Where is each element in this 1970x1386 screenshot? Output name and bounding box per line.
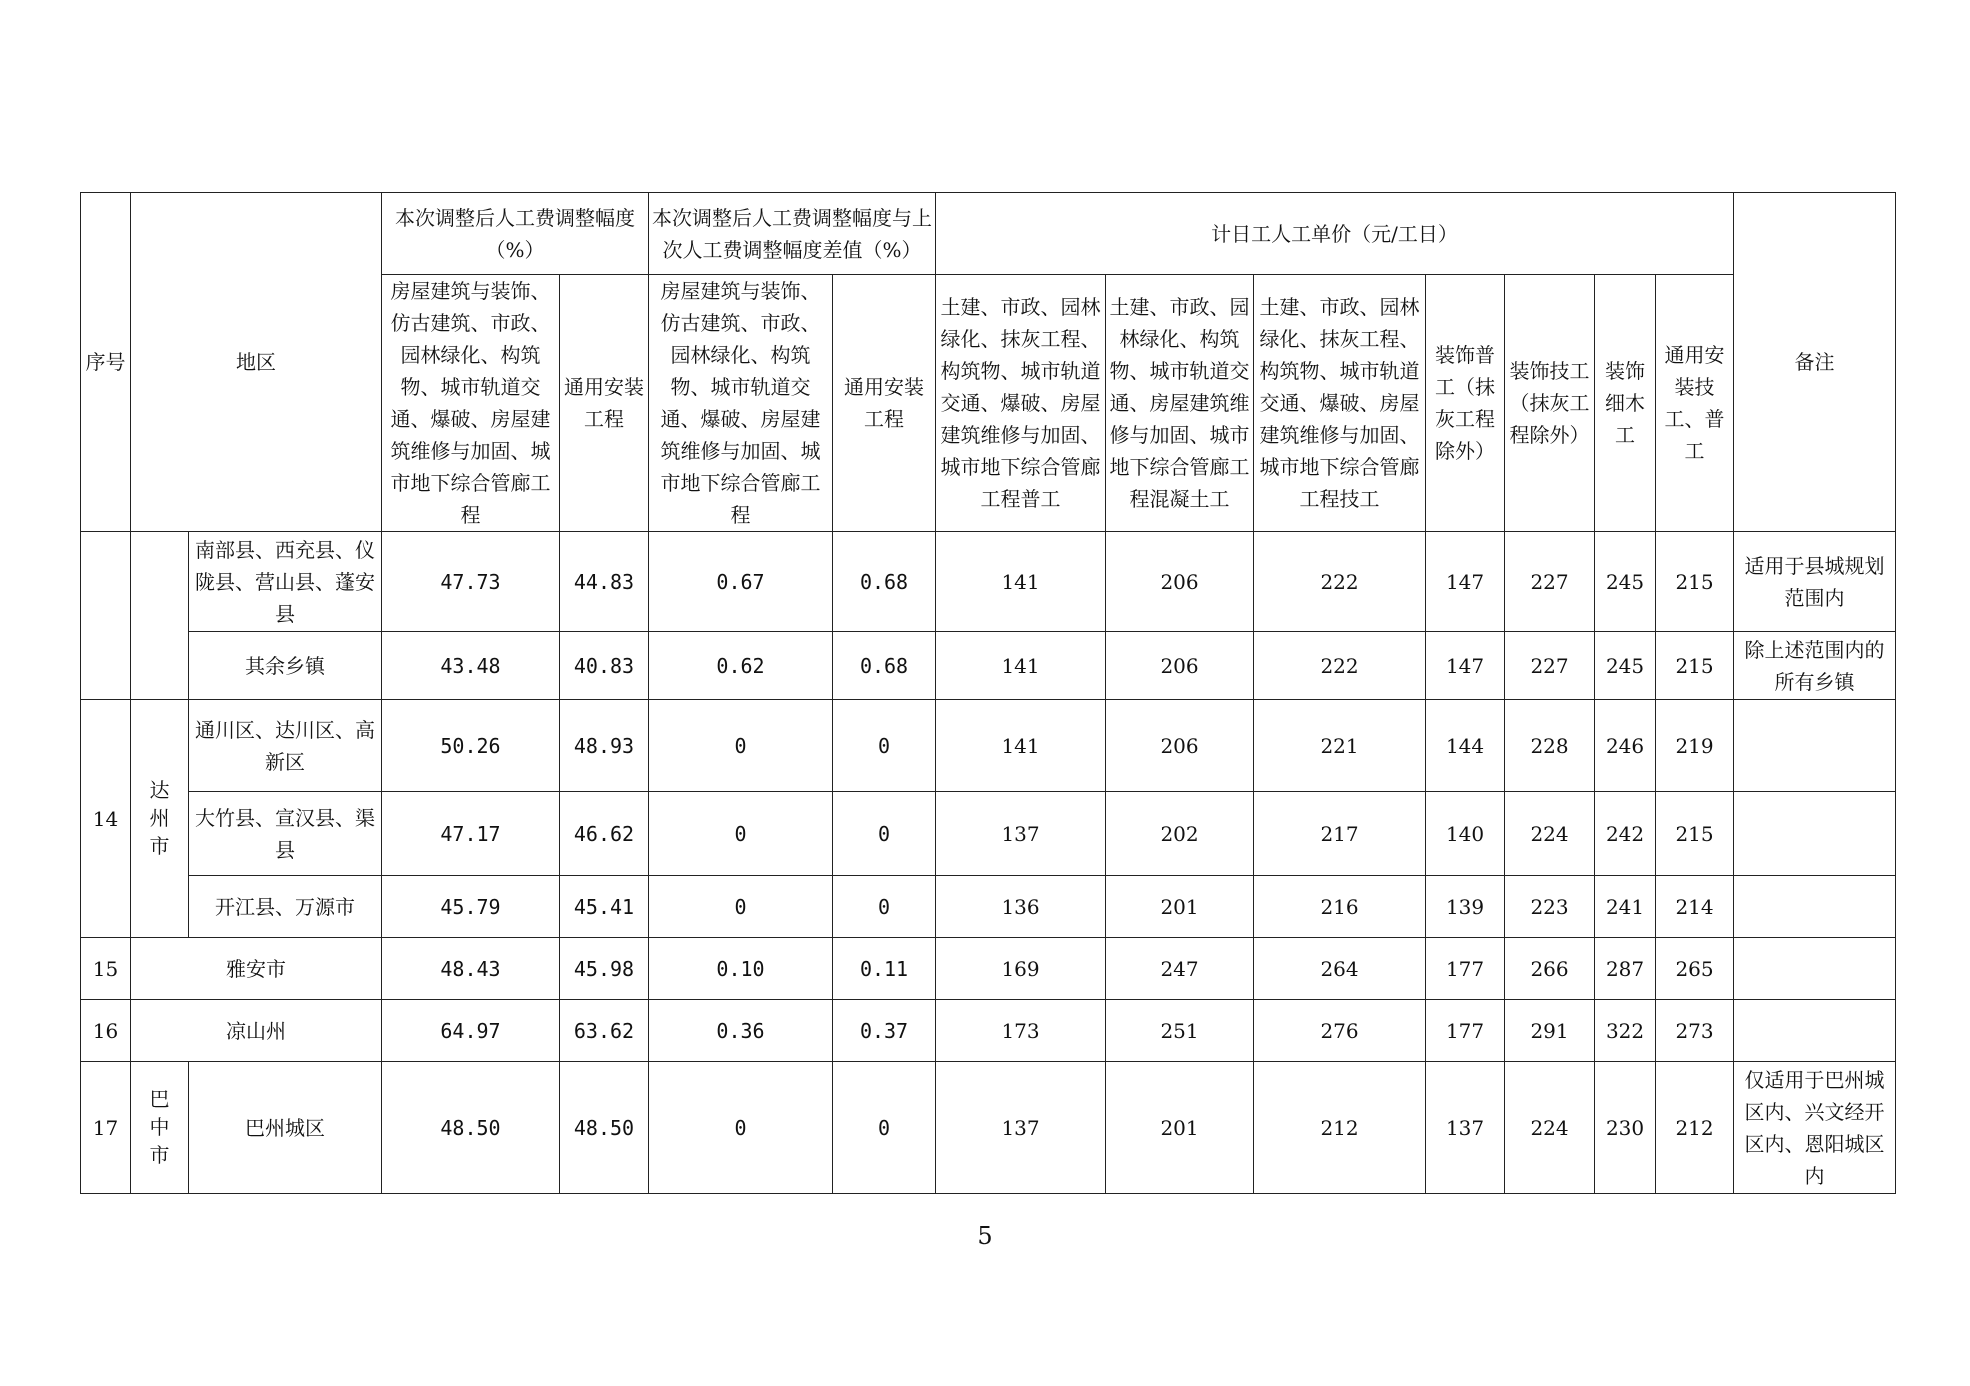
header-sub-installation-diff: 通用安装工程 bbox=[833, 275, 936, 532]
value-cell: 0.62 bbox=[649, 632, 833, 700]
seq-cell: 16 bbox=[81, 1000, 131, 1062]
value-cell: 137 bbox=[1426, 1062, 1505, 1194]
value-cell: 137 bbox=[936, 1062, 1106, 1194]
value-cell: 45.79 bbox=[382, 876, 560, 938]
value-cell: 227 bbox=[1505, 532, 1595, 632]
value-cell: 228 bbox=[1505, 700, 1595, 792]
value-cell: 265 bbox=[1656, 938, 1734, 1000]
value-cell: 48.50 bbox=[382, 1062, 560, 1194]
value-cell: 206 bbox=[1106, 632, 1254, 700]
header-seq: 序号 bbox=[81, 193, 131, 532]
header-sub-skilled-worker: 土建、市政、园林绿化、抹灰工程、构筑物、城市轨道交通、爆破、房屋建筑维修与加固、城市地下综合管廊工程技工 bbox=[1254, 275, 1426, 532]
header-sub-carpenter: 装饰细木工 bbox=[1595, 275, 1656, 532]
area-cell: 南部县、西充县、仪陇县、营山县、蓬安县 bbox=[189, 532, 382, 632]
value-cell: 206 bbox=[1106, 532, 1254, 632]
table-row bbox=[81, 938, 1896, 1000]
city-cell: 达州市 bbox=[131, 700, 189, 938]
value-cell: 222 bbox=[1254, 532, 1426, 632]
header-remark: 备注 bbox=[1734, 193, 1896, 532]
header-row-1 bbox=[81, 193, 1896, 275]
value-cell: 241 bbox=[1595, 876, 1656, 938]
table-row bbox=[81, 532, 1896, 632]
header-group-rate-difference: 本次调整后人工费调整幅度与上次人工费调整幅度差值（%） bbox=[649, 193, 936, 275]
value-cell: 242 bbox=[1595, 792, 1656, 876]
remark-cell bbox=[1734, 1000, 1896, 1062]
header-region: 地区 bbox=[131, 193, 382, 532]
value-cell: 215 bbox=[1656, 532, 1734, 632]
value-cell: 0.37 bbox=[833, 1000, 936, 1062]
value-cell: 0 bbox=[833, 876, 936, 938]
area-cell: 大竹县、宣汉县、渠县 bbox=[189, 792, 382, 876]
value-cell: 169 bbox=[936, 938, 1106, 1000]
value-cell: 245 bbox=[1595, 632, 1656, 700]
value-cell: 0 bbox=[649, 876, 833, 938]
value-cell: 246 bbox=[1595, 700, 1656, 792]
seq-cell: 14 bbox=[81, 700, 131, 938]
value-cell: 217 bbox=[1254, 792, 1426, 876]
header-sub-concrete-worker: 土建、市政、园林绿化、构筑物、城市轨道交通、房屋建筑维修与加固、城市地下综合管廊工程混凝土工 bbox=[1106, 275, 1254, 532]
value-cell: 227 bbox=[1505, 632, 1595, 700]
value-cell: 177 bbox=[1426, 938, 1505, 1000]
city-cell bbox=[131, 532, 189, 700]
value-cell: 201 bbox=[1106, 876, 1254, 938]
value-cell: 141 bbox=[936, 532, 1106, 632]
area-cell: 通川区、达川区、高新区 bbox=[189, 700, 382, 792]
seq-cell: 17 bbox=[81, 1062, 131, 1194]
table-row bbox=[81, 1062, 1896, 1194]
value-cell: 322 bbox=[1595, 1000, 1656, 1062]
table-row bbox=[81, 876, 1896, 938]
value-cell: 139 bbox=[1426, 876, 1505, 938]
value-cell: 0 bbox=[833, 1062, 936, 1194]
value-cell: 276 bbox=[1254, 1000, 1426, 1062]
area-cell: 凉山州 bbox=[131, 1000, 382, 1062]
page-number: 5 bbox=[977, 1222, 993, 1250]
value-cell: 201 bbox=[1106, 1062, 1254, 1194]
value-cell: 291 bbox=[1505, 1000, 1595, 1062]
value-cell: 223 bbox=[1505, 876, 1595, 938]
value-cell: 0.68 bbox=[833, 632, 936, 700]
value-cell: 40.83 bbox=[560, 632, 649, 700]
area-cell: 雅安市 bbox=[131, 938, 382, 1000]
value-cell: 0.11 bbox=[833, 938, 936, 1000]
value-cell: 50.26 bbox=[382, 700, 560, 792]
value-cell: 0.10 bbox=[649, 938, 833, 1000]
value-cell: 216 bbox=[1254, 876, 1426, 938]
remark-cell: 适用于县城规划范围内 bbox=[1734, 532, 1896, 632]
value-cell: 45.41 bbox=[560, 876, 649, 938]
value-cell: 287 bbox=[1595, 938, 1656, 1000]
header-sub-general-laborer: 土建、市政、园林绿化、抹灰工程、构筑物、城市轨道交通、爆破、房屋建筑维修与加固、城市地下综合管廊工程普工 bbox=[936, 275, 1106, 532]
value-cell: 137 bbox=[936, 792, 1106, 876]
value-cell: 43.48 bbox=[382, 632, 560, 700]
header-sub-installation-worker: 通用安装技工、普工 bbox=[1656, 275, 1734, 532]
value-cell: 45.98 bbox=[560, 938, 649, 1000]
value-cell: 0.36 bbox=[649, 1000, 833, 1062]
value-cell: 48.50 bbox=[560, 1062, 649, 1194]
value-cell: 247 bbox=[1106, 938, 1254, 1000]
value-cell: 64.97 bbox=[382, 1000, 560, 1062]
value-cell: 177 bbox=[1426, 1000, 1505, 1062]
table-row bbox=[81, 1000, 1896, 1062]
value-cell: 47.17 bbox=[382, 792, 560, 876]
seq-cell bbox=[81, 532, 131, 700]
value-cell: 221 bbox=[1254, 700, 1426, 792]
header-sub-decoration-skilled: 装饰技工（抹灰工程除外） bbox=[1505, 275, 1595, 532]
value-cell: 266 bbox=[1505, 938, 1595, 1000]
city-cell: 巴中市 bbox=[131, 1062, 189, 1194]
value-cell: 63.62 bbox=[560, 1000, 649, 1062]
seq-cell: 15 bbox=[81, 938, 131, 1000]
value-cell: 147 bbox=[1426, 632, 1505, 700]
value-cell: 0 bbox=[649, 1062, 833, 1194]
remark-cell bbox=[1734, 876, 1896, 938]
header-sub-installation: 通用安装工程 bbox=[560, 275, 649, 532]
value-cell: 141 bbox=[936, 632, 1106, 700]
value-cell: 141 bbox=[936, 700, 1106, 792]
value-cell: 212 bbox=[1656, 1062, 1734, 1194]
value-cell: 273 bbox=[1656, 1000, 1734, 1062]
value-cell: 224 bbox=[1505, 1062, 1595, 1194]
labor-cost-table bbox=[80, 192, 1896, 1194]
value-cell: 0 bbox=[649, 792, 833, 876]
value-cell: 144 bbox=[1426, 700, 1505, 792]
table-row bbox=[81, 632, 1896, 700]
remark-cell bbox=[1734, 792, 1896, 876]
header-sub-building-diff: 房屋建筑与装饰、仿古建筑、市政、园林绿化、构筑物、城市轨道交通、爆破、房屋建筑维修与加固、城市地下综合管廊工程 bbox=[649, 275, 833, 532]
value-cell: 140 bbox=[1426, 792, 1505, 876]
value-cell: 0 bbox=[649, 700, 833, 792]
remark-cell bbox=[1734, 938, 1896, 1000]
value-cell: 0.67 bbox=[649, 532, 833, 632]
value-cell: 47.73 bbox=[382, 532, 560, 632]
area-cell: 其余乡镇 bbox=[189, 632, 382, 700]
value-cell: 214 bbox=[1656, 876, 1734, 938]
value-cell: 0.68 bbox=[833, 532, 936, 632]
value-cell: 215 bbox=[1656, 632, 1734, 700]
header-sub-building: 房屋建筑与装饰、仿古建筑、市政、园林绿化、构筑物、城市轨道交通、爆破、房屋建筑维修与加固、城市地下综合管廊工程 bbox=[382, 275, 560, 532]
value-cell: 147 bbox=[1426, 532, 1505, 632]
header-group-adjust-rate: 本次调整后人工费调整幅度（%） bbox=[382, 193, 649, 275]
value-cell: 136 bbox=[936, 876, 1106, 938]
value-cell: 202 bbox=[1106, 792, 1254, 876]
remark-cell: 除上述范围内的所有乡镇 bbox=[1734, 632, 1896, 700]
value-cell: 264 bbox=[1254, 938, 1426, 1000]
value-cell: 230 bbox=[1595, 1062, 1656, 1194]
value-cell: 173 bbox=[936, 1000, 1106, 1062]
table-row bbox=[81, 792, 1896, 876]
value-cell: 46.62 bbox=[560, 792, 649, 876]
table-row bbox=[81, 700, 1896, 792]
remark-cell bbox=[1734, 700, 1896, 792]
value-cell: 212 bbox=[1254, 1062, 1426, 1194]
value-cell: 48.43 bbox=[382, 938, 560, 1000]
value-cell: 219 bbox=[1656, 700, 1734, 792]
header-sub-decoration-laborer: 装饰普工（抹灰工程除外） bbox=[1426, 275, 1505, 532]
value-cell: 245 bbox=[1595, 532, 1656, 632]
value-cell: 0 bbox=[833, 792, 936, 876]
area-cell: 巴州城区 bbox=[189, 1062, 382, 1194]
value-cell: 206 bbox=[1106, 700, 1254, 792]
value-cell: 0 bbox=[833, 700, 936, 792]
value-cell: 215 bbox=[1656, 792, 1734, 876]
header-group-daily-wage: 计日工人工单价（元/工日） bbox=[936, 193, 1734, 275]
value-cell: 48.93 bbox=[560, 700, 649, 792]
value-cell: 44.83 bbox=[560, 532, 649, 632]
value-cell: 251 bbox=[1106, 1000, 1254, 1062]
remark-cell: 仅适用于巴州城区内、兴文经开区内、恩阳城区内 bbox=[1734, 1062, 1896, 1194]
value-cell: 224 bbox=[1505, 792, 1595, 876]
value-cell: 222 bbox=[1254, 632, 1426, 700]
area-cell: 开江县、万源市 bbox=[189, 876, 382, 938]
